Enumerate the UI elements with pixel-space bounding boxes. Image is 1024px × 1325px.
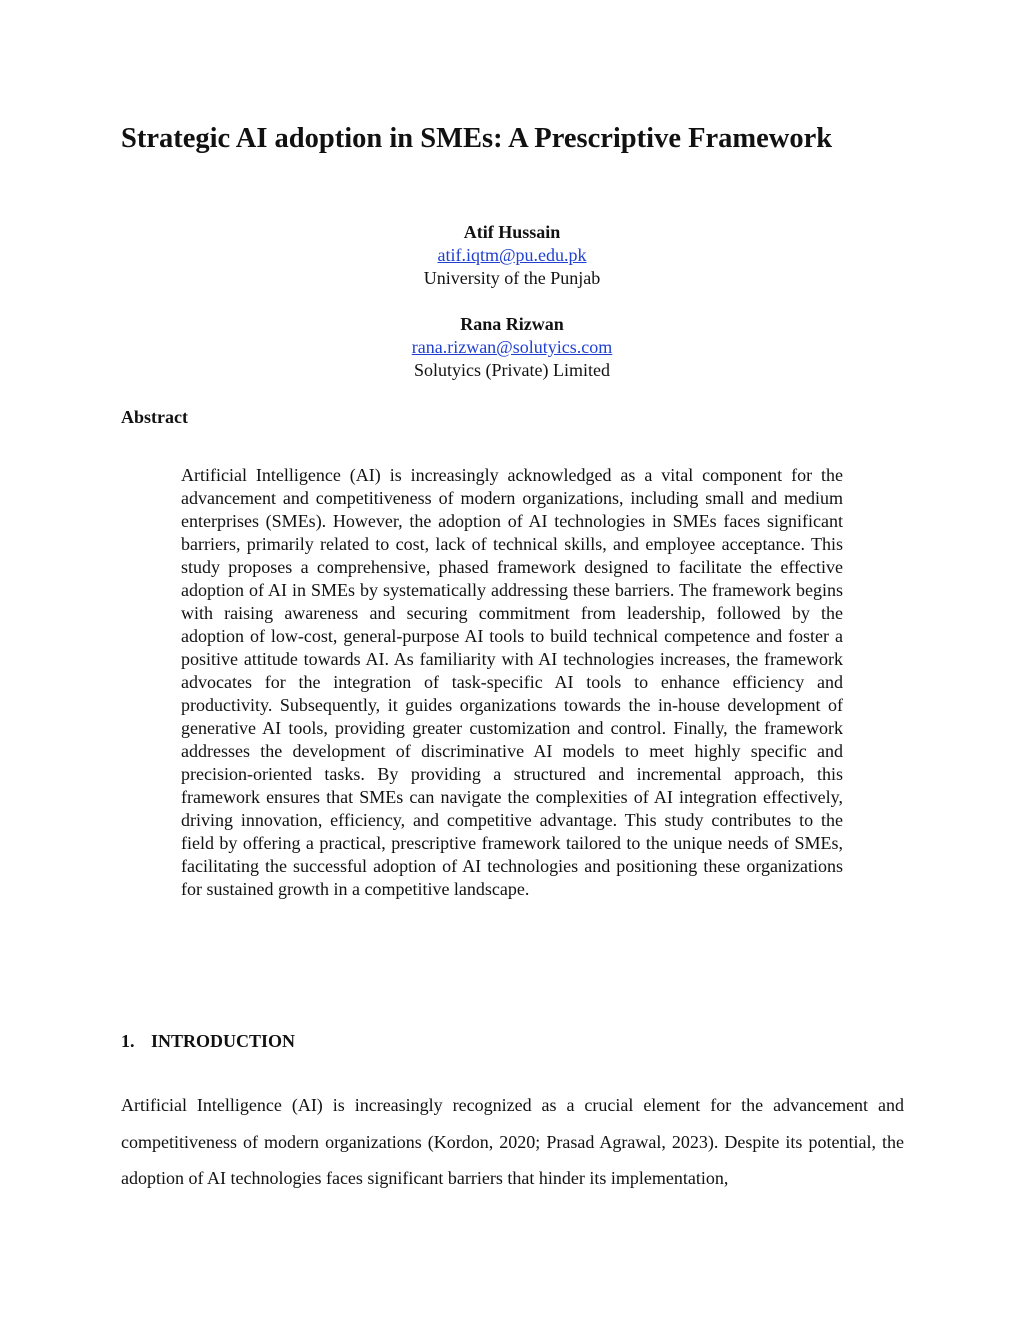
author-affiliation: University of the Punjab (423, 268, 601, 288)
section-heading-introduction (121, 1030, 295, 1053)
paper-title: Strategic AI adoption in SMEs: A Prescriptive Framework (121, 123, 833, 154)
abstract-text: Artificial Intelligence (AI) is increasingly acknowledged as a vital component for the advancement and competitiveness of modern organizations, including small and medium enterprises (SMEs). However, the adoption of AI technologies in SMEs faces significant barriers, primarily related to cost, lack of technical skills, and employee acceptance. This study proposes a comprehensive, phased framework designed to facilitate the effective adoption of AI in SMEs by systematically addressing these barriers. The framework begins with raising awareness and securing commitment from leadership, followed by the adoption of low-cost, general-purpose AI tools to build technical competence and foster a positive attitude towards AI. As familiarity with AI technologies increases, the framework advocates for the integration of task-specific AI tools to enhance efficiency and productivity. Subsequently, it guides organizations towards the in-house development of generative AI tools, providing greater customization and control. Finally, the framework addresses the development of discriminative AI models to meet highly specific and precision-oriented tasks. By providing a structured and incremental approach, this framework ensures that SMEs can navigate the complexities of AI integration effectively, driving innovation, efficiency, and competitive advantage. This study contributes to the field by offering a practical, prescriptive framework tailored to the unique needs of SMEs, facilitating the successful adoption of AI technologies and positioning these organizations for sustained growth in a competitive landscape. (181, 465, 843, 899)
abstract-heading: Abstract (121, 407, 188, 427)
author-entry (0, 221, 1024, 290)
author-entry (0, 313, 1024, 382)
section-number: 1. (121, 1031, 135, 1051)
author-email-link[interactable]: rana.rizwan@solutyics.com (411, 337, 613, 357)
author-name: Atif Hussain (463, 222, 561, 242)
author-affiliation: Solutyics (Private) Limited (414, 360, 610, 380)
section-title: INTRODUCTION (151, 1031, 296, 1051)
author-email-link[interactable]: atif.iqtm@pu.edu.pk (437, 245, 587, 265)
author-name: Rana Rizwan (460, 314, 564, 334)
author-list (0, 221, 1024, 405)
introduction-text: Artificial Intelligence (AI) is increasingly recognized as a crucial element for the advancement and competitiveness of modern organizations (Kordon, 2020; Prasad Agrawal, 2023). Despite its potential, the adoption of AI technologies faces significant barriers that hinder its implementation, (121, 1095, 904, 1188)
